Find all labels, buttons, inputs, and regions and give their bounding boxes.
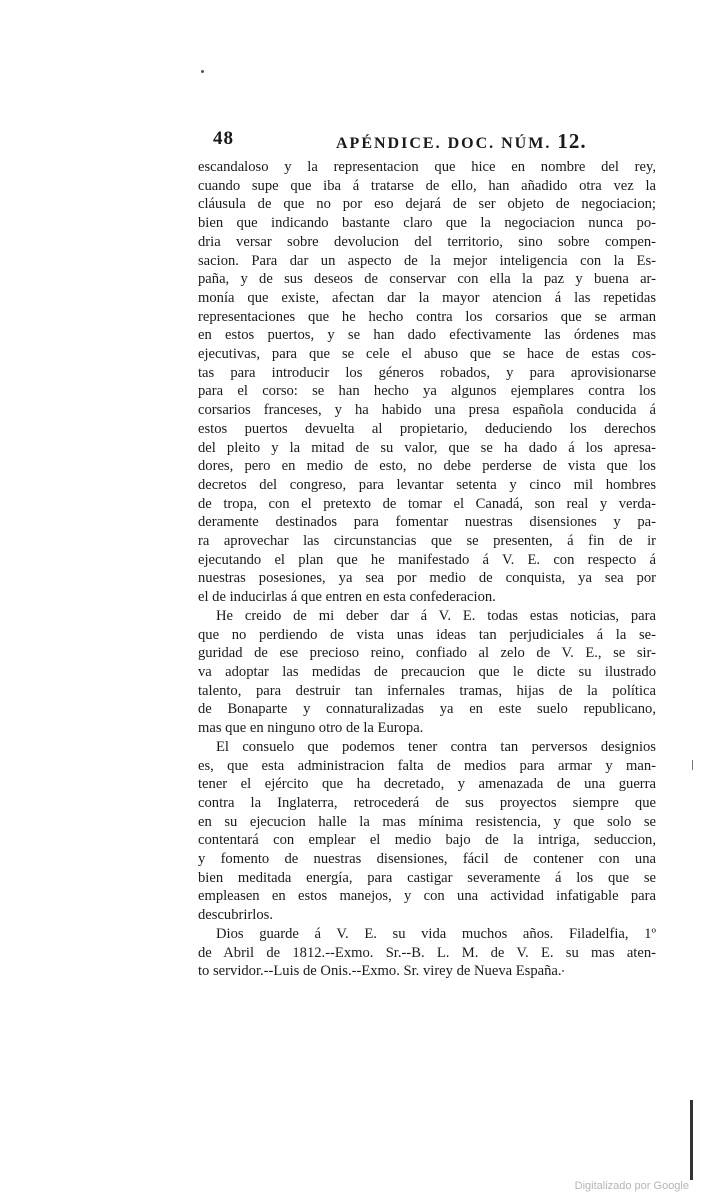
- text-line: paña, y de sus deseos de conservar con ella la paz y buena ar-: [198, 271, 656, 288]
- text-line: talento, para destruir tan infernales tramas, hijas de la política: [198, 682, 656, 699]
- text-line: He creido de mi deber dar á V. E. todas estas noticias, para: [216, 607, 656, 624]
- text-line: de tropa, con el pretexto de tomar el Canadá, son real y verda-: [198, 495, 656, 512]
- text-line: cuando supe que iba á tratarse de ello, han añadido otra vez la: [198, 177, 656, 194]
- page-header: [213, 128, 659, 152]
- page-edge-mark: [692, 760, 693, 770]
- text-line: para el corso: se han hecho ya algunos ejemplares contra los: [198, 383, 656, 400]
- text-line: El consuelo que podemos tener contra tan perversos designios: [216, 738, 656, 755]
- text-line: en su ejecucion halle la mas mínima resistencia, y que solo se: [198, 813, 656, 830]
- text-line: el de inducirlas á que entren en esta confederacion.: [198, 589, 496, 606]
- text-line: ra aprovechar las circunstancias que se presenten, á fin de ir: [198, 533, 656, 550]
- text-line: descubrirlos.: [198, 907, 273, 924]
- text-line: to servidor.--Luis de Onis.--Exmo. Sr. virey de Nueva España.: [198, 963, 562, 980]
- text-line: bien que indicando bastante claro que la negociacion nunca po-: [198, 215, 656, 232]
- text-line: Dios guarde á V. E. su vida muchos años. Filadelfia, 1º: [216, 925, 656, 942]
- page-number: 48: [213, 128, 234, 149]
- text-line: de Abril de 1812.--Exmo. Sr.--B. L. M. de V. E. su mas aten-: [198, 944, 656, 961]
- ink-speck: [201, 70, 204, 73]
- text-line: contentará con emplear el medio bajo de la intriga, seduccion,: [198, 832, 656, 849]
- body-text: [198, 158, 656, 981]
- text-line: decretos del congreso, para levantar setenta y cinco mil hombres: [198, 476, 656, 493]
- text-line: representaciones que he hecho contra los corsarios que se arman: [198, 308, 656, 325]
- text-line: sacion. Para dar un aspecto de la mejor inteligencia con la Es-: [198, 252, 656, 269]
- text-line: deramente destinados para fomentar nuestras disensiones y pa-: [198, 514, 656, 531]
- text-line: va adoptar las medidas de precaucion que le dicte su ilustrado: [198, 663, 656, 680]
- text-line: y fomento de nuestras disensiones, fácil de contener con una: [198, 851, 656, 868]
- text-line: que no perdiendo de vista unas ideas tan perjudiciales á la se-: [198, 626, 656, 643]
- text-line: tener el ejército que ha decretado, y amenazada de una guerra: [198, 776, 656, 793]
- text-line: nuestras posesiones, ya sea por medio de conquista, ya sea por: [198, 570, 656, 587]
- text-line: de Bonaparte y connaturalizadas ya en este suelo republicano,: [198, 701, 656, 718]
- text-line: guridad de ese precioso reino, confiado al zelo de V. E., se sir-: [198, 645, 656, 662]
- text-line: mas que en ninguno otro de la Europa.: [198, 720, 424, 737]
- running-title-text: APÉNDICE. DOC. NÚM.: [336, 135, 552, 152]
- text-line: bien meditada energía, para castigar severamente á los que se: [198, 869, 656, 886]
- running-title: [336, 129, 587, 154]
- text-line: estos puertos devuelta al propietario, deduciendo los derechos: [198, 420, 656, 437]
- text-line: es, que esta administracion falta de medios para armar y man-: [198, 757, 656, 774]
- text-line: ejecutando el plan que he manifestado á V. E. con respecto á: [198, 551, 656, 568]
- page-edge-mark: [690, 1100, 693, 1180]
- text-line: en estos puertos, y se han dado efectivamente las órdenes mas: [198, 327, 656, 344]
- text-line: cláusula de que no por eso dejará de ser objeto de negociacion;: [198, 196, 656, 213]
- text-line: dores, pero en medio de esto, no debe perderse de vista que los: [198, 458, 656, 475]
- digitization-watermark: Digitalizado por Google: [574, 1180, 689, 1192]
- text-line: contra la Inglaterra, retrocederá de sus proyectos siempre que: [198, 794, 656, 811]
- text-line: dria versar sobre devolucion del territorio, sino sobre compen-: [198, 233, 656, 250]
- text-line: empleasen en estos manejos, y con una actividad infatigable para: [198, 888, 656, 905]
- text-line: tas para introducir los géneros robados, y para aprovisionarse: [198, 364, 656, 381]
- text-line: del pleito y la mitad de su valor, que se ha dado á los apresa-: [198, 439, 656, 456]
- text-line: monía que existe, afectan dar la mayor atencion á las repetidas: [198, 289, 656, 306]
- text-line: escandaloso y la representacion que hice en nombre del rey,: [198, 159, 656, 175]
- document-number: 12.: [557, 129, 587, 153]
- text-line: ejecutivas, para que se cele el abuso que se hace de estas cos-: [198, 346, 656, 363]
- text-line: corsarios franceses, y ha habido una presa española conducida á: [198, 402, 656, 419]
